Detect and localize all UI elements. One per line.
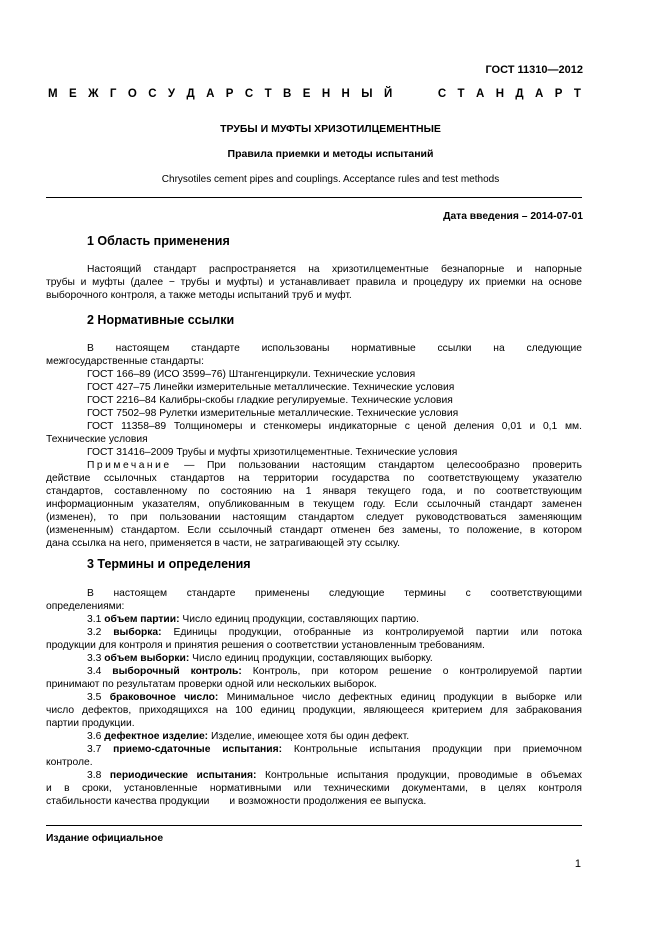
reference-item: ГОСТ 2216–84 Калибры-скобы гладкие регулируемые. Технические условия: [87, 395, 453, 406]
term-name: выборка:: [113, 627, 162, 638]
banner-letter: С: [437, 88, 447, 100]
term-number: 3.7: [87, 744, 102, 755]
text-line: В настоящем стандарте применены следующие термины с соответствующими: [87, 588, 582, 599]
term-name: приемо-сдаточные испытания:: [113, 744, 283, 755]
note-line: информационным указателям, опубликованным в текущем году. Если ссылочный стандарт заменен: [46, 499, 582, 510]
note-line: [46, 459, 582, 472]
term-definition-3-4: [46, 665, 582, 678]
banner-letter: А: [206, 88, 215, 100]
standard-subtitle: Правила приемки и методы испытаний: [227, 148, 434, 160]
term-text: Контрольные испытания продукции при приемочном: [293, 744, 582, 755]
term-text-line: и в сроки, установленные нормативными или техническими документами, в целях контроля: [46, 783, 582, 794]
banner-letter: Г: [109, 88, 117, 100]
banner-letter: Н: [495, 88, 505, 100]
banner-letter: О: [127, 88, 137, 100]
banner-letter: Т: [573, 88, 581, 100]
term-text-line: число дефектов, приходящихся на 100 единиц продукции, являющееся критерием для забракования: [46, 705, 582, 716]
reference-item-continued: Технические условия: [46, 434, 148, 445]
term-text: Контроль, при котором решение о контролируемой партии: [252, 666, 582, 677]
note-line: (измененным) стандартом. Если ссылочный стандарт отменен без замены, то положение, в котором: [46, 525, 582, 536]
footer-divider: [46, 825, 582, 826]
banner-letter: У: [167, 88, 176, 100]
banner-letter: А: [535, 88, 544, 100]
term-text: Единицы продукции, отобранные из контролируемой партии или потока: [173, 627, 582, 638]
term-number: 3.3: [87, 653, 102, 664]
section-2-heading: 2 Нормативные ссылки: [87, 313, 235, 327]
term-text-line: принимают по результатам проверки одной или нескольких выборок.: [46, 679, 377, 690]
standard-title: ТРУБЫ И МУФТЫ ХРИЗОТИЛЦЕМЕНТНЫЕ: [220, 123, 441, 135]
text-line: межгосударственные стандарты:: [46, 356, 204, 367]
banner-letter: Е: [302, 88, 311, 100]
banner-letter: Р: [225, 88, 234, 100]
note-line: действие ссылочных стандартов на территории государства по соответствующему указателю: [46, 473, 582, 484]
term-number: 3.5: [87, 692, 102, 703]
term-number: 3.6: [87, 731, 102, 742]
term-text-line: продукции для контроля и принятия решения о соответствии установленным требованиям.: [46, 640, 485, 651]
banner-letter: Р: [554, 88, 563, 100]
term-definition-3-1: [46, 613, 582, 626]
banner-letter: Н: [341, 88, 350, 100]
term-definition-3-8: [46, 769, 582, 782]
reference-item: ГОСТ 166–89 (ИСО 3599–76) Штангенциркули. Технические условия: [87, 369, 416, 380]
document-code: ГОСТ 11310—2012: [485, 64, 583, 76]
term-text-line: контроле.: [46, 757, 93, 768]
banner-letter: С: [244, 88, 254, 100]
text-line: трубы и муфты (далее − трубы и муфты) и устанавливает правила и процедуру их приемки на основе: [46, 277, 582, 288]
banner-letter: Т: [264, 88, 272, 100]
reference-item: ГОСТ 31416–2009 Трубы и муфты хризотилцементные. Технические условия: [87, 447, 458, 458]
term-number: 3.8: [87, 770, 102, 781]
term-text-line: стабильности качества продукции и возможности продолжения ее выпуска.: [46, 796, 427, 807]
term-text-line: партии продукции.: [46, 718, 135, 729]
term-definition-3-3: [46, 652, 582, 665]
banner-letter: Ы: [361, 88, 373, 100]
note-text: — При пользовании настоящим стандартом целесообразно проверить: [184, 460, 582, 471]
banner-letter: Д: [186, 88, 195, 100]
text-line: В настоящем стандарте использованы нормативные ссылки на следующие: [87, 343, 582, 354]
banner-letter: Е: [69, 88, 77, 100]
banner-letter: С: [148, 88, 157, 100]
section-1-heading: 1 Область применения: [87, 234, 230, 248]
official-edition-label: Издание официальное: [46, 833, 164, 844]
section-3-body: [46, 587, 582, 808]
text-line: Настоящий стандарт распространяется на хризотилцементные безнапорные и напорные: [87, 264, 582, 275]
section-2-body: [46, 342, 582, 550]
term-name: объем выборки:: [104, 653, 190, 664]
text-line: определениями:: [46, 601, 125, 612]
term-number: 3.1: [87, 614, 102, 625]
term-text: Контрольные испытания продукции, проводимые в объемах: [264, 770, 582, 781]
introduction-date: Дата введения – 2014-07-01: [443, 211, 583, 222]
term-text: Минимальное число дефектных единиц продукции в выборке или: [226, 692, 582, 703]
page-number: 1: [574, 858, 581, 870]
note-label: Примечание: [87, 460, 172, 471]
header-divider: [46, 197, 582, 198]
term-text: Число единиц продукции, составляющих выборку.: [192, 653, 433, 664]
term-text: Изделие, имеющее хотя бы один дефект.: [210, 731, 410, 742]
banner-letter: Д: [515, 88, 524, 100]
banner-letter: Ж: [88, 88, 99, 100]
note-line: стандартов, составленному по состоянию на 1 января текущего года, и по соответствующим: [46, 486, 582, 497]
term-definition-3-6: [46, 730, 582, 743]
term-name: дефектное изделие:: [104, 731, 209, 742]
term-definition-3-5: [46, 691, 582, 704]
text-line: выборочного контроля, а также методы испытаний труб и муфт.: [46, 290, 352, 301]
banner-letter: Й: [383, 88, 393, 100]
term-name: браковочное число:: [109, 692, 219, 703]
term-definition-3-7: [46, 743, 582, 756]
term-name: выборочный контроль:: [112, 666, 242, 677]
section-1-paragraph: [46, 263, 582, 302]
term-text: Число единиц продукции, составляющих партию.: [182, 614, 420, 625]
reference-item: ГОСТ 427–75 Линейки измерительные металлические. Технические условия: [87, 382, 455, 393]
term-number: 3.4: [87, 666, 102, 677]
reference-item: ГОСТ 7502–98 Рулетки измерительные металлические. Технические условия: [87, 408, 459, 419]
term-name: периодические испытания:: [109, 770, 257, 781]
term-name: объем партии:: [104, 614, 180, 625]
banner-letter: А: [475, 88, 485, 100]
banner-letter: В: [283, 88, 292, 100]
term-number: 3.2: [87, 627, 102, 638]
note-line: дана ссылка на него, применяется в части, не затрагивающей эту ссылку.: [46, 538, 400, 549]
interstate-standard-banner: [48, 88, 581, 101]
banner-letter: Н: [321, 88, 331, 100]
banner-letter: Т: [457, 88, 465, 100]
note-line: (изменен), то при пользовании настоящим стандартом следует руководствоваться заменяющим: [46, 512, 582, 523]
section-3-heading: 3 Термины и определения: [87, 557, 251, 571]
standard-english-title: Chrysotiles cement pipes and couplings. Acceptance rules and test methods: [161, 174, 500, 185]
reference-item: ГОСТ 11358–89 Толщиномеры и стенкомеры индикаторные с ценой деления 0,01 и 0,1 мм.: [87, 421, 582, 432]
banner-letter: М: [48, 88, 58, 100]
term-definition-3-2: [46, 626, 582, 639]
